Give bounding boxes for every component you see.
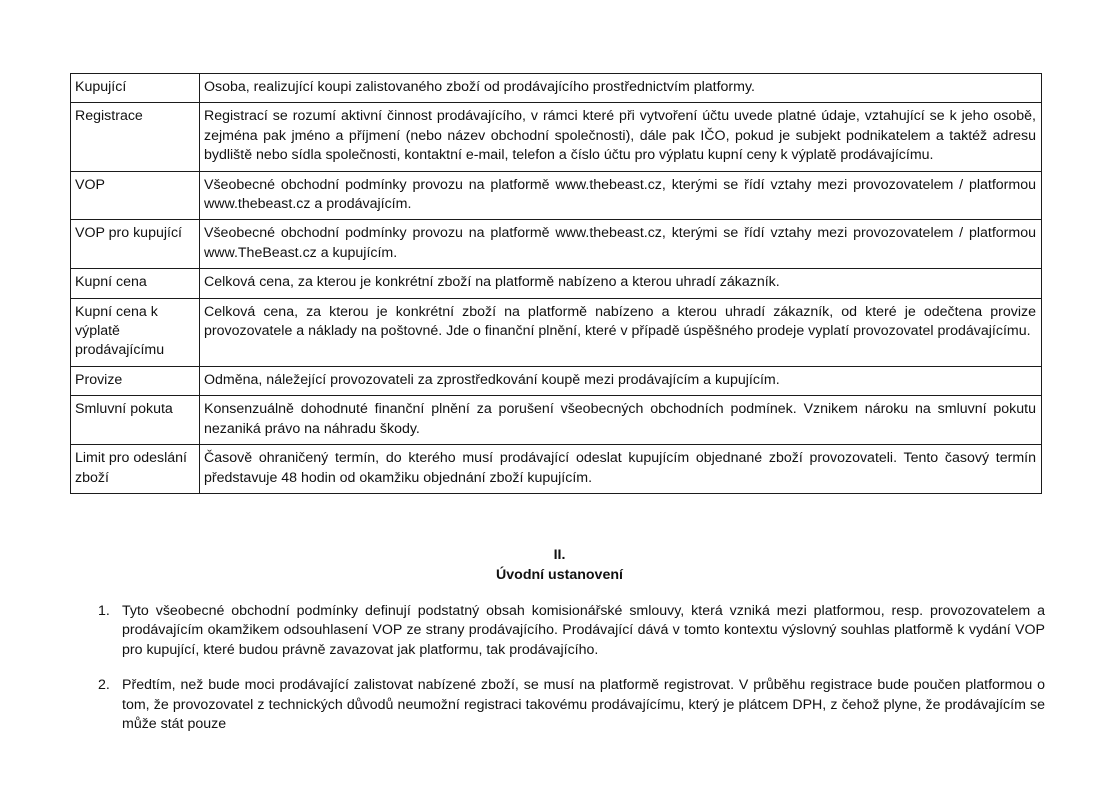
- section-title: Úvodní ustanovení: [496, 567, 623, 583]
- clause-text: Tyto všeobecné obchodní podmínky definují podstatný obsah komisionářské smlouvy, která vzniká mezi platformou, resp. provozovatelem a prodávajícím okamžikem odsouhlasení VOP ze strany prodávajícího. Prodávající dává v tomto kontextu výslovný souhlas platformě k vydání VOP pro kupující, které budou právně zavazovat jak platformu, tak prodávajícího.: [122, 603, 1045, 658]
- term-cell: Limit pro odeslání zboží: [71, 445, 200, 494]
- section-number: II.: [553, 547, 566, 563]
- term-cell: Registrace: [71, 103, 200, 171]
- list-item: [94, 602, 1045, 660]
- term-cell: VOP: [71, 171, 200, 220]
- definition-cell: Celková cena, za kterou je konkrétní zboží na platformě nabízeno a kterou uhradí zákazník, od které je odečtena provize provozovatele a náklady na poštovné. Jde o finanční plnění, které v případě úspěšného prodeje vyplatí provozovatel prodávajícímu.: [200, 298, 1042, 366]
- table-row: [71, 74, 1042, 103]
- table-row: [71, 171, 1042, 220]
- table-row: [71, 220, 1042, 269]
- table-row: [71, 298, 1042, 366]
- definition-cell: Všeobecné obchodní podmínky provozu na platformě www.thebeast.cz, kterými se řídí vztahy mezi provozovatelem / platformou www.thebeast.cz a prodávajícím.: [200, 171, 1042, 220]
- definition-cell: Všeobecné obchodní podmínky provozu na platformě www.thebeast.cz, kterými se řídí vztahy mezi provozovatelem / platformou www.TheBeast.cz a kupujícím.: [200, 220, 1042, 269]
- clause-number: 1.: [98, 603, 110, 619]
- term-cell: Smluvní pokuta: [71, 396, 200, 445]
- definition-cell: Registrací se rozumí aktivní činnost prodávajícího, v rámci které při vytvoření účtu uvede platné údaje, vztahující se k jeho osobě, zejména pak jméno a příjmení (nebo název obchodní společnosti), dále pak IČO, pokud je subjekt podnikatelem a taktéž adresu bydliště nebo sídla společnosti, kontaktní e-mail, telefon a číslo účtu pro výplatu kupní ceny k výplatě prodávajícímu.: [200, 103, 1042, 171]
- clause-text: Předtím, než bude moci prodávající zalistovat nabízené zboží, se musí na platformě registrovat. V průběhu registrace bude poučen platformou o tom, že provozovatel z technických důvodů neumožní registraci takovému prodávajícímu, který je plátcem DPH, z čehož plyne, že prodávajícím se může stát pouze: [122, 677, 1045, 733]
- term-cell: Kupující: [71, 74, 200, 103]
- definition-cell: Celková cena, za kterou je konkrétní zboží na platformě nabízeno a kterou uhradí zákazník.: [200, 269, 1042, 298]
- table-row: [71, 396, 1042, 445]
- definition-cell: Odměna, náležející provozovateli za zprostředkování koupě mezi prodávajícím a kupujícím.: [200, 366, 1042, 395]
- clause-number: 2.: [98, 677, 110, 694]
- definition-cell: Časově ohraničený termín, do kterého musí prodávající odeslat kupujícím objednané zboží provozovateli. Tento časový termín představuje 48 hodin od okamžiku objednání zboží kupujícím.: [200, 445, 1042, 494]
- table-row: [71, 366, 1042, 395]
- clause-list: [94, 602, 1045, 734]
- table-row: [71, 445, 1042, 494]
- table-row: [71, 103, 1042, 171]
- table-row: [71, 269, 1042, 298]
- definition-cell: Konsenzuálně dohodnuté finanční plnění za porušení všeobecných obchodních podmínek. Vznikem nároku na smluvní pokutu nezaniká právo na náhradu škody.: [200, 396, 1042, 445]
- term-cell: Kupní cena k výplatě prodávajícímu: [71, 298, 200, 366]
- definitions-table: [70, 73, 1042, 494]
- term-cell: VOP pro kupující: [71, 220, 200, 269]
- list-item: [94, 676, 1045, 734]
- term-cell: Kupní cena: [71, 269, 200, 298]
- term-cell: Provize: [71, 366, 200, 395]
- definition-cell: Osoba, realizující koupi zalistovaného zboží od prodávajícího prostřednictvím platformy.: [200, 74, 1042, 103]
